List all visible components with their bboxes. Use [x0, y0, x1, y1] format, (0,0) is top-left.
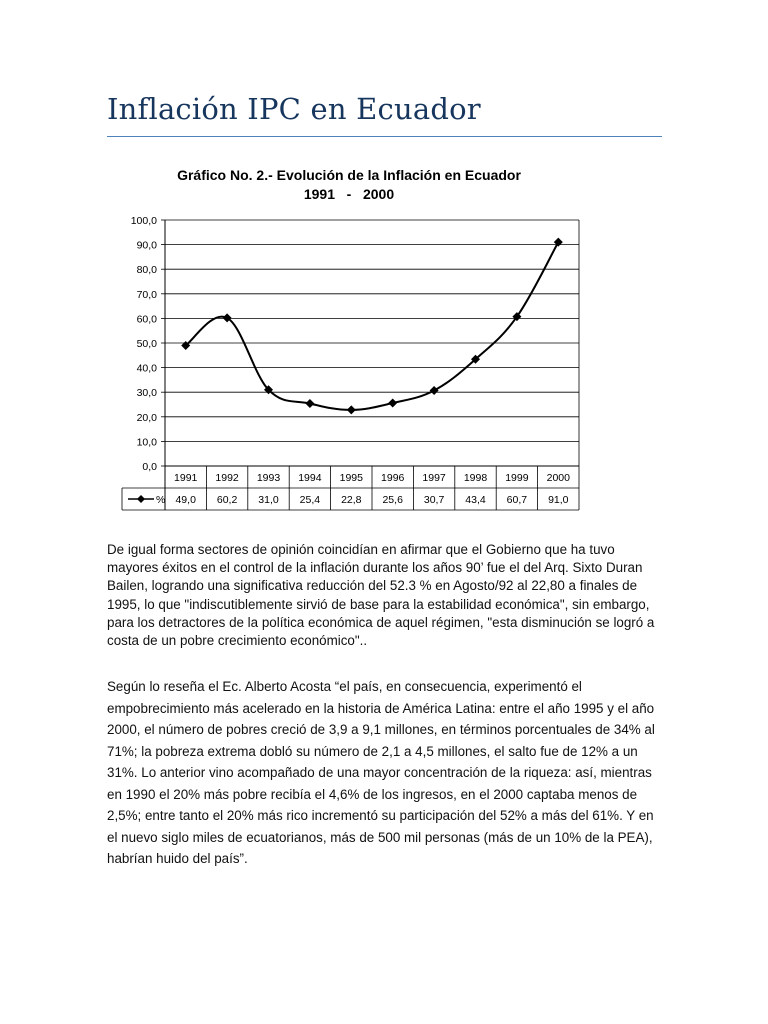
y-tick-labels: [131, 215, 157, 473]
y-tick-label: 90,0: [136, 239, 157, 252]
paragraph-2: Según lo reseña el Ec. Alberto Acosta “el país, en consecuencia, experimentó el empobrecimiento más acelerado en la historia de América Latina: entre el año 1995 y el año 2000, el número de pobres creció de 3,9 a 9,1 millones, en términos porcentuales de 34% al 71%; la pobreza extrema dobló su número de 2,1 a 4,5 millones, el salto fue de 12% a un 31%. Lo anterior vino acompañado de una mayor concentración de la riqueza: así, mientras en 1990 el 20% más pobre recibía el 4,6% de los ingresos, en el 2000 captaba menos de 2,5%; entre tanto el 20% más rico incrementó su participación del 52% a más del 61%. Y en el nuevo siglo miles de ecuatorianos, más de 500 mil personas (más de un 10% de la PEA), habrían huido del país”.: [107, 679, 655, 866]
data-value-label: 30,7: [423, 494, 445, 506]
x-category-label: 1994: [298, 472, 322, 484]
x-category-label: 1996: [381, 472, 405, 484]
data-point: [430, 386, 439, 395]
y-tick-label: 70,0: [136, 288, 157, 301]
title-rule: [107, 136, 662, 137]
x-category-label: 1997: [422, 472, 446, 484]
x-category-label: 1992: [215, 472, 239, 484]
inflation-chart: [116, 158, 586, 514]
y-tick-label: 0,0: [142, 461, 157, 473]
x-category-label: 1991: [174, 472, 198, 484]
data-table: [122, 466, 579, 510]
y-tick-label: 20,0: [136, 411, 157, 424]
chart-svg: [116, 158, 586, 514]
x-category-label: 1999: [505, 472, 529, 484]
y-tick-label: 10,0: [136, 436, 157, 449]
x-category-label: 1998: [463, 472, 488, 484]
data-point: [305, 399, 314, 408]
data-value-label: 22,8: [341, 494, 362, 506]
y-tick-label: 100,0: [130, 215, 157, 227]
data-value-label: 25,4: [299, 494, 321, 506]
y-tick-label: 80,0: [136, 264, 157, 277]
y-tick-label: 40,0: [136, 362, 157, 375]
data-value-label: 60,7: [506, 494, 528, 506]
series-line-path: [186, 242, 559, 410]
data-value-label: 49,0: [175, 494, 196, 506]
legend-label: %: [156, 494, 166, 506]
data-value-label: 43,4: [465, 494, 486, 506]
data-value-label: 60,2: [216, 494, 238, 506]
paragraph-1: De igual forma sectores de opinión coincidían en afirmar que el Gobierno que ha tuvo mayores éxitos en el control de la inflación durante los años 90’ fue el del Arq. Sixto Duran Bailen, logrando una significativa reducción del 52.3 % en Agosto/92 al 22,80 a finales de 1995, lo que "indiscutiblemente sirvió de base para la estabilidad económica", sin embargo, para los detractores de la política económica de aquel régimen, "esta disminución se logró a costa de un pobre crecimiento económico"..: [107, 542, 655, 649]
x-category-label: 1993: [256, 472, 281, 484]
data-value-label: 31,0: [258, 494, 279, 506]
data-point: [388, 399, 397, 408]
legend-marker: [137, 495, 145, 503]
y-tick-label: 60,0: [136, 313, 157, 326]
x-category-label: 2000: [546, 472, 570, 484]
page-title: Inflación IPC en Ecuador: [107, 92, 481, 126]
chart-title: Gráfico No. 2.- Evolución de la Inflación en Ecuador: [177, 167, 521, 183]
data-point: [554, 238, 563, 247]
y-tick-label: 30,0: [136, 387, 157, 400]
data-value-label: 25,6: [382, 494, 403, 506]
series-line: [181, 238, 563, 415]
data-point: [347, 405, 356, 414]
data-value-label: 91,0: [548, 494, 569, 506]
y-tick-label: 50,0: [136, 338, 157, 350]
chart-subtitle: 1991 - 2000: [303, 186, 395, 202]
x-category-label: 1995: [339, 472, 363, 484]
